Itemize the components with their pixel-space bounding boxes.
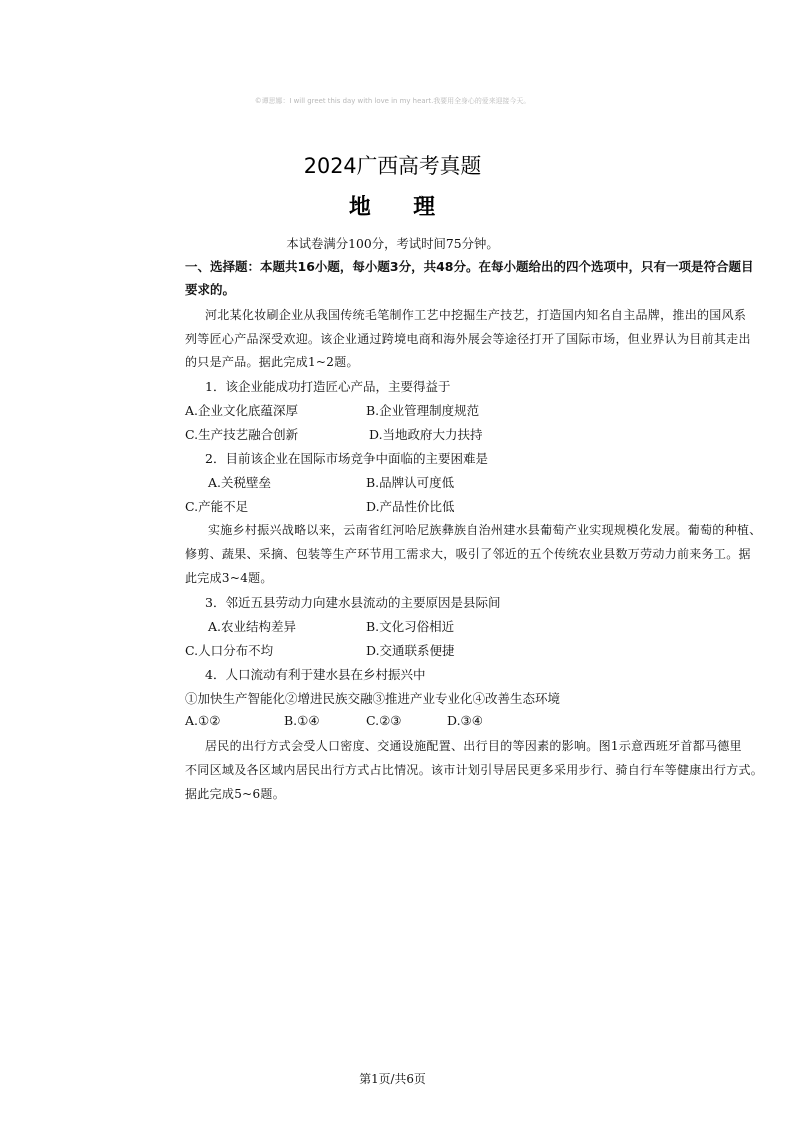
question-1-option-b[interactable]: B.企业管理制度规范 — [366, 403, 480, 418]
page-number: 第1页/共6页 — [359, 1072, 426, 1086]
question-1-option-c[interactable]: C.生产技艺融合创新 — [185, 427, 299, 442]
section-heading-line-1: 一、选择题：本题共16小题，每小题3分，共48分。在每小题给出的四个选项中，只有一项是符合题目 — [185, 259, 754, 274]
section-heading-line-2: 要求的。 — [185, 282, 236, 297]
passage-1-line-2: 列等匠心产品深受欢迎。该企业通过跨境电商和海外展会等途径打开了国际市场，但业界认为目前其走出 — [185, 332, 751, 346]
question-2-option-d[interactable]: D.产品性价比低 — [366, 499, 455, 514]
question-4-option-b[interactable]: B.①④ — [284, 713, 320, 728]
question-3-option-b[interactable]: B.文化习俗相近 — [366, 619, 455, 634]
question-3-option-a[interactable]: A.农业结构差异 — [208, 619, 297, 634]
passage-3-line-1: 居民的出行方式会受人口密度、交通设施配置、出行目的等因素的影响。图1示意西班牙首都马德里 — [205, 739, 742, 753]
passage-2-line-3: 此完成3~4题。 — [185, 571, 273, 585]
subject-title — [0, 190, 785, 221]
question-2-option-b[interactable]: B.品牌认可度低 — [366, 475, 455, 490]
question-4-items: ①加快生产智能化②增进民族交融③推进产业专业化④改善生态环境 — [185, 691, 561, 706]
passage-1-line-3: 的只是产品。据此完成1~2题。 — [185, 355, 359, 369]
passage-3-line-2: 不同区域及各区域内居民出行方式占比情况。该市计划引导居民更多采用步行、骑自行车等健康出行方式。 — [185, 763, 764, 777]
question-3-stem: 3．邻近五县劳动力向建水县流动的主要原因是县际间 — [205, 595, 501, 610]
subject-char-1: 地 — [348, 195, 372, 220]
question-2-stem: 2．目前该企业在国际市场竞争中面临的主要困难是 — [205, 451, 488, 466]
subject-char-2: 理 — [413, 195, 437, 220]
question-4-option-c[interactable]: C.②③ — [366, 713, 402, 728]
question-4-option-a[interactable]: A.①② — [185, 713, 221, 728]
question-2-option-a[interactable]: A.关税壁垒 — [208, 475, 272, 490]
passage-3-line-3: 据此完成5~6题。 — [185, 787, 286, 801]
question-3-option-d[interactable]: D.交通联系便捷 — [366, 643, 455, 658]
question-2-option-c[interactable]: C.产能不足 — [185, 499, 249, 514]
passage-2-line-2: 修剪、蔬果、采摘、包装等生产环节用工需求大，吸引了邻近的五个传统农业县数万劳动力前来务工。据 — [185, 547, 751, 561]
page-title: 2024广西高考真题 — [303, 154, 482, 178]
passage-1-line-1: 河北某化妆刷企业从我国传统毛笔制作工艺中挖掘生产技艺，打造国内知名自主品牌，推出的国风系 — [205, 308, 747, 322]
exam-meta: 本试卷满分100分，考试时间75分钟。 — [286, 236, 499, 251]
question-3-option-c[interactable]: C.人口分布不均 — [185, 643, 274, 658]
passage-2-line-1: 实施乡村振兴战略以来，云南省红河哈尼族彝族自治州建水县葡萄产业实现规模化发展。葡萄的种植、 — [208, 523, 762, 537]
question-4-option-d[interactable]: D.③④ — [447, 713, 483, 728]
question-4-stem: 4．人口流动有利于建水县在乡村振兴中 — [205, 667, 426, 682]
question-1-option-a[interactable]: A.企业文化底蕴深厚 — [185, 403, 299, 418]
question-1-stem: 1．该企业能成功打造匠心产品，主要得益于 — [205, 379, 451, 394]
question-1-option-d[interactable]: D.当地政府大力扶持 — [369, 427, 483, 442]
watermark: ©谭思娜：I will greet this day with love in my heart.我要用全身心的爱来迎接今天。 — [254, 97, 531, 105]
